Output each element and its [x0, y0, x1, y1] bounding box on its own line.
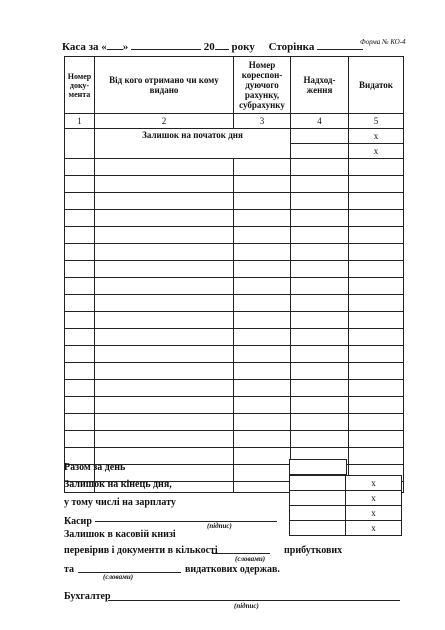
entry-cell[interactable]: [234, 159, 291, 176]
col-doc-number-header: Номер доку- мента: [65, 57, 95, 114]
entry-cell[interactable]: [291, 261, 349, 278]
entry-cell[interactable]: [349, 295, 404, 312]
entry-rows: [65, 159, 404, 493]
col-num-5: 5: [349, 114, 404, 129]
entry-cell[interactable]: [234, 346, 291, 363]
book-x-mark: x: [371, 523, 376, 533]
book-balance-label: Залишок в касовій книзі: [64, 529, 176, 540]
expense-docs-label: видаткових одержав.: [185, 564, 280, 575]
entry-cell[interactable]: [291, 312, 349, 329]
opening-income-cell-2[interactable]: [291, 144, 349, 159]
table-row: [65, 193, 404, 210]
table-row: [65, 346, 404, 363]
entry-cell[interactable]: [95, 431, 234, 448]
opening-balance-row: [65, 129, 404, 144]
entry-cell[interactable]: [234, 397, 291, 414]
table-row: [65, 261, 404, 278]
entry-cell[interactable]: [349, 363, 404, 380]
salary-income-box[interactable]: [289, 490, 347, 506]
entry-cell[interactable]: [349, 431, 404, 448]
entry-cell[interactable]: [65, 380, 95, 397]
entry-cell[interactable]: [234, 244, 291, 261]
entry-cell[interactable]: [291, 193, 349, 210]
accountant-signature-line[interactable]: [108, 600, 400, 601]
entry-cell[interactable]: [65, 278, 95, 295]
cashier-signature-hint: (підпис): [207, 522, 232, 530]
words-hint-1: (словами): [235, 555, 266, 563]
entry-cell[interactable]: [65, 176, 95, 193]
entry-cell[interactable]: [95, 210, 234, 227]
entry-cell[interactable]: [95, 244, 234, 261]
salary-x-mark: x: [371, 493, 376, 503]
table-row: [65, 380, 404, 397]
entry-cell[interactable]: [291, 176, 349, 193]
entry-cell[interactable]: [234, 193, 291, 210]
entry-cell[interactable]: [349, 329, 404, 346]
kasa-label: Каса за «: [62, 41, 107, 53]
closing-x-mark: x: [371, 478, 376, 488]
cashier-expense-box: [345, 505, 402, 521]
entry-cell[interactable]: [65, 346, 95, 363]
entry-cell[interactable]: [234, 210, 291, 227]
year-label: року: [231, 41, 255, 53]
table-row: [65, 244, 404, 261]
entry-cell[interactable]: [65, 193, 95, 210]
entry-cell[interactable]: [95, 159, 234, 176]
entry-cell[interactable]: [234, 414, 291, 431]
entry-cell[interactable]: [234, 261, 291, 278]
entry-cell[interactable]: [349, 397, 404, 414]
entry-cell[interactable]: [65, 210, 95, 227]
entry-cell[interactable]: [291, 278, 349, 295]
table-row: [65, 431, 404, 448]
salary-expense-box: [345, 490, 402, 506]
entry-cell[interactable]: [95, 227, 234, 244]
year-blank[interactable]: [215, 49, 229, 50]
cash-header: [62, 41, 363, 53]
col-num-1: 1: [65, 114, 95, 129]
entry-cell[interactable]: [349, 176, 404, 193]
entry-cell[interactable]: [234, 227, 291, 244]
table-row: [65, 159, 404, 176]
cashier-x-mark: x: [371, 508, 376, 518]
entry-cell[interactable]: [234, 363, 291, 380]
table-row: [65, 312, 404, 329]
opening-blank-cell: [65, 129, 95, 159]
entry-cell[interactable]: [349, 261, 404, 278]
entry-cell[interactable]: [234, 465, 291, 482]
entry-cell[interactable]: [95, 278, 234, 295]
year-prefix: 20: [203, 41, 215, 53]
entry-cell[interactable]: [65, 159, 95, 176]
entry-cell[interactable]: [349, 159, 404, 176]
kasa-close: »: [122, 41, 129, 53]
entry-cell[interactable]: [291, 329, 349, 346]
entry-cell[interactable]: [349, 210, 404, 227]
entry-cell[interactable]: [95, 295, 234, 312]
table-row: [65, 176, 404, 193]
entry-cell[interactable]: [349, 346, 404, 363]
table-row: [65, 363, 404, 380]
cashier-signature-line[interactable]: [95, 521, 277, 522]
cashier-income-box[interactable]: [289, 505, 347, 521]
entry-cell[interactable]: [349, 244, 404, 261]
entry-cell[interactable]: [65, 312, 95, 329]
page-label: Сторінка: [268, 41, 315, 53]
col-num-4: 4: [291, 114, 349, 129]
entry-cell[interactable]: [234, 278, 291, 295]
entry-cell[interactable]: [349, 227, 404, 244]
closing-expense-box: [345, 475, 402, 491]
opening-income-cell[interactable]: [291, 129, 349, 144]
cashier-label: Касир: [64, 516, 92, 527]
total-income-box[interactable]: [289, 459, 347, 475]
column-numbers-row: [65, 114, 404, 129]
entry-cell[interactable]: [95, 397, 234, 414]
cash-ledger-table: [64, 56, 404, 493]
col-account-header: Номер кореспон- дуючого рахунку, субрахунку: [234, 57, 291, 114]
table-row: [65, 397, 404, 414]
entry-cell[interactable]: [65, 329, 95, 346]
entry-cell[interactable]: [291, 346, 349, 363]
opening-expense-mark: x: [349, 129, 404, 144]
entry-cell[interactable]: [291, 159, 349, 176]
entry-cell[interactable]: [349, 448, 404, 465]
income-count-line[interactable]: [212, 553, 270, 554]
book-expense-box: [345, 520, 402, 536]
table-row: [65, 295, 404, 312]
and-label: та: [64, 564, 75, 575]
entry-cell[interactable]: [95, 414, 234, 431]
table-row: [65, 210, 404, 227]
entry-cell[interactable]: [234, 295, 291, 312]
entry-cell[interactable]: [234, 431, 291, 448]
entry-cell[interactable]: [234, 312, 291, 329]
form-number: Форма № КО-4: [360, 38, 406, 46]
accountant-signature-hint: (підпис): [234, 602, 259, 610]
entry-cell[interactable]: [65, 227, 95, 244]
salary-label: у тому числі на зарплату: [64, 497, 176, 508]
entry-cell[interactable]: [95, 261, 234, 278]
entry-cell[interactable]: [65, 244, 95, 261]
entry-cell[interactable]: [291, 295, 349, 312]
table-row: [65, 278, 404, 295]
page-blank[interactable]: [317, 49, 363, 50]
entry-cell[interactable]: [234, 448, 291, 465]
entry-cell[interactable]: [291, 363, 349, 380]
entry-cell[interactable]: [95, 193, 234, 210]
entry-cell[interactable]: [349, 193, 404, 210]
opening-balance-label: Залишок на початок дня: [95, 129, 291, 159]
entry-cell[interactable]: [65, 363, 95, 380]
entry-cell[interactable]: [349, 380, 404, 397]
entry-cell[interactable]: [65, 414, 95, 431]
col-num-3: 3: [234, 114, 291, 129]
entry-cell[interactable]: [291, 227, 349, 244]
entry-cell[interactable]: [291, 210, 349, 227]
entry-cell[interactable]: [234, 176, 291, 193]
entry-cell[interactable]: [95, 380, 234, 397]
entry-cell[interactable]: [349, 312, 404, 329]
entry-cell[interactable]: [95, 329, 234, 346]
table-row: [65, 227, 404, 244]
book-income-box[interactable]: [289, 520, 347, 536]
month-blank[interactable]: [131, 49, 201, 50]
col-expense-header: Видаток: [349, 57, 404, 114]
closing-balance-label: Залишок на кінець дня,: [64, 479, 172, 490]
col-income-header: Надход- ження: [291, 57, 349, 114]
entry-cell[interactable]: [349, 414, 404, 431]
opening-expense-mark-2: x: [349, 144, 404, 159]
entry-cell[interactable]: [291, 414, 349, 431]
table-row: [65, 414, 404, 431]
total-day-label: Разом за день: [64, 462, 126, 473]
entry-cell[interactable]: [234, 482, 291, 493]
entry-cell[interactable]: [291, 431, 349, 448]
entry-cell[interactable]: [65, 295, 95, 312]
entry-cell[interactable]: [95, 312, 234, 329]
checked-label: перевірив і документи в кількості: [64, 545, 218, 556]
entry-cell[interactable]: [65, 261, 95, 278]
entry-cell[interactable]: [65, 431, 95, 448]
entry-cell[interactable]: [234, 329, 291, 346]
closing-income-box[interactable]: [289, 475, 347, 491]
col-from-to-header: Від кого отримано чи кому видано: [95, 57, 234, 114]
entry-cell[interactable]: [291, 397, 349, 414]
entry-cell[interactable]: [291, 380, 349, 397]
entry-cell[interactable]: [234, 380, 291, 397]
entry-cell[interactable]: [65, 397, 95, 414]
day-blank[interactable]: [107, 49, 123, 50]
table-row: [65, 329, 404, 346]
accountant-label: Бухгалтер: [64, 591, 111, 602]
entry-cell[interactable]: [291, 244, 349, 261]
entry-cell[interactable]: [95, 363, 234, 380]
entry-cell[interactable]: [95, 346, 234, 363]
col-num-2: 2: [95, 114, 234, 129]
table-header-row: [65, 57, 404, 114]
entry-cell[interactable]: [349, 278, 404, 295]
words-hint-2: (словами): [103, 573, 134, 581]
income-docs-label: прибуткових: [284, 545, 343, 556]
entry-cell[interactable]: [95, 176, 234, 193]
